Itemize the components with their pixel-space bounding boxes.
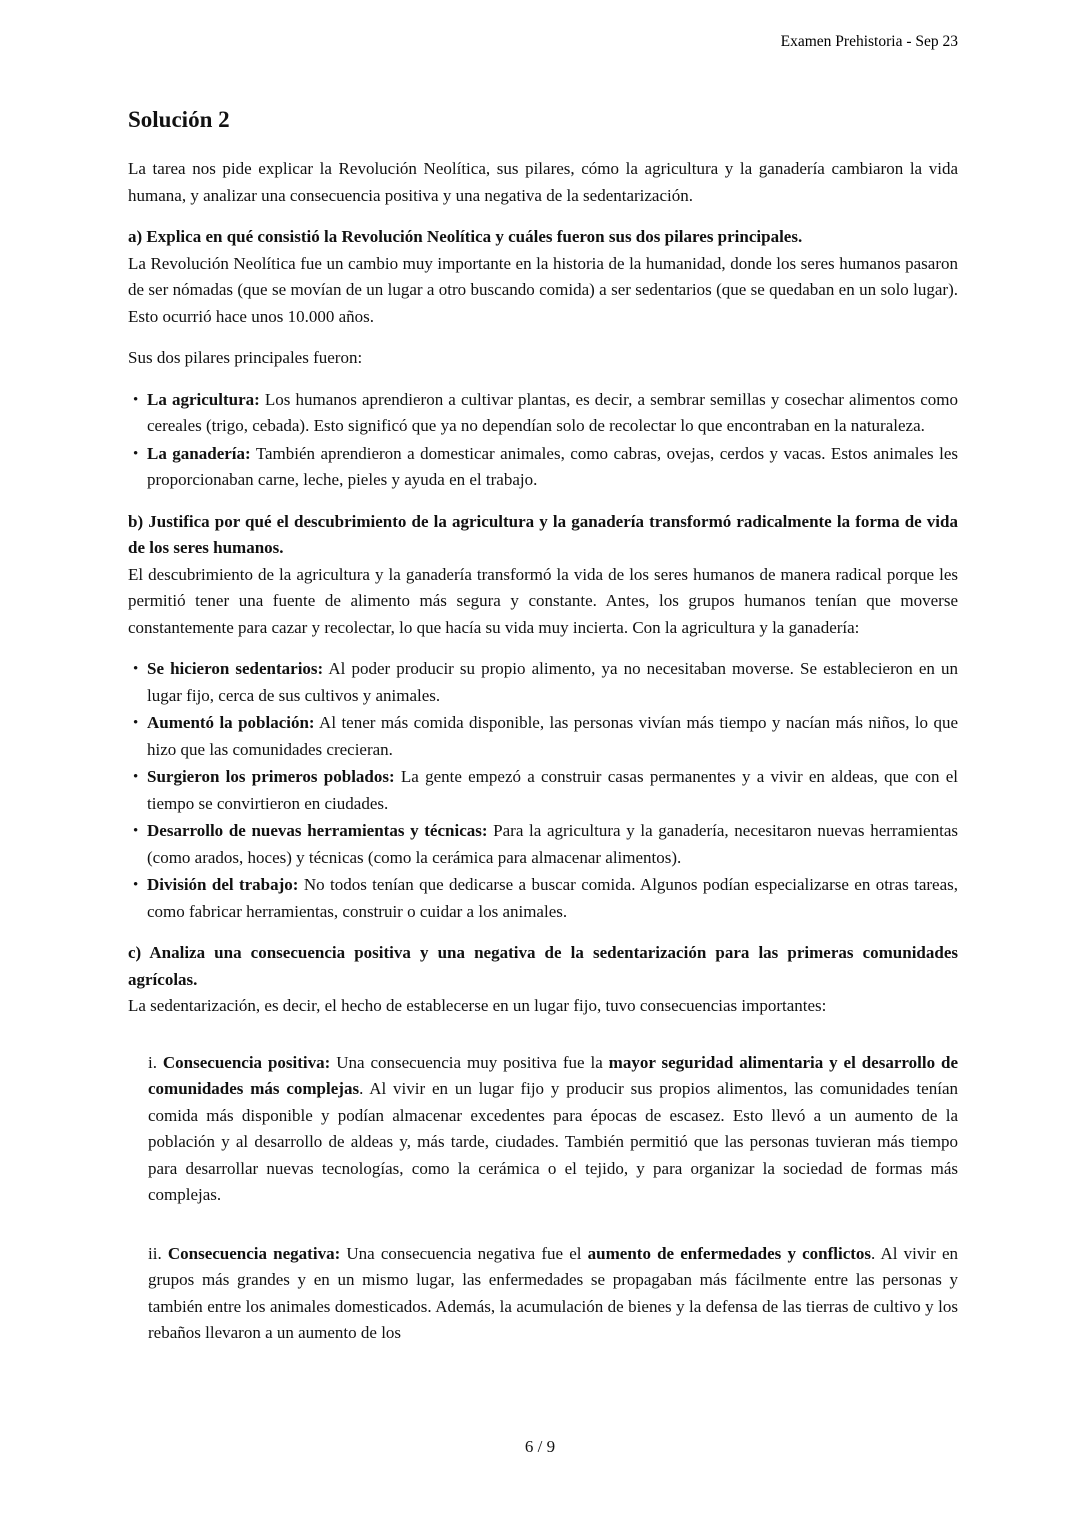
bullet-text: Al poder producir su propio alimento, ya no necesitaban moverse. Se establecieron en un lugar fijo, cerca de sus cultivos y animales. [147,659,958,705]
list-item-sedentarios [128,656,958,709]
bullet-text: Al tener más comida disponible, las personas vivían más tiempo y nacían más niños, lo que hizo que las comunidades crecieran. [147,713,958,759]
page-title: Solución 2 [128,107,230,132]
segment-text: . Al vivir en grupos más grandes y en un mismo lugar, las enfermedades se propagaban más fácilmente entre las personas y también entre los animales domesticados. Además, la acumulación de bienes y la defensa de las tierras de cultivo y los rebaños llevaron a un aumento de los [148,1243,958,1342]
list-item-division-trabajo [128,872,958,925]
section-a-heading: a) Explica en qué consistió la Revolución Neolítica y cuáles fueron sus dos pilares principales. [128,227,803,246]
section-b-body: El descubrimiento de la agricultura y la ganadería transformó la vida de los seres humanos de manera radical porque les permitió tener una fuente de alimento más segura y constante. Antes, los grupos humanos tenían que moverse constantemente para cazar y recolectar, lo que hacía su vida muy incierta. Con la agricultura y la ganadería: [128,564,958,637]
segment-bold: Consecuencia negativa: [161,1243,341,1263]
list-item-poblados [128,764,958,817]
segment-text: Una consecuencia negativa fue el [340,1243,588,1263]
page-number: 6 / 9 [524,1437,556,1456]
section-c-heading: c) Analiza una consecuencia positiva y una negativa de la sedentarización para las primeras comunidades agrícolas. [128,943,958,989]
bullet-lead: Surgieron los primeros poblados: [147,767,395,786]
consequences-block [148,1050,958,1347]
bullet-text: No todos tenían que dedicarse a buscar comida. Algunos podían especializarse en otras tareas, como fabricar herramientas, construir o cuidar a los animales. [147,875,958,921]
bullet-lead: La ganadería: [147,443,251,463]
segment-text: Una consecuencia muy positiva fue la [330,1052,609,1072]
roman-marker: i. [148,1052,157,1072]
roman-marker: ii. [148,1243,162,1263]
bullet-lead: División del trabajo: [147,875,299,894]
consequence-negative [148,1241,958,1347]
pillars-list [128,387,958,494]
bullet-text: La gente empezó a construir casas permanentes y a vivir en aldeas, que con el tiempo se convirtieron en ciudades. [147,767,959,813]
segment-bold: aumento de enfermedades y conflictos [587,1243,872,1263]
section-b-heading: b) Justifica por qué el descubrimiento de la agricultura y la ganadería transformó radicalmente la forma de vida de los seres humanos. [128,511,958,557]
pillars-intro: Sus dos pilares principales fueron: [128,348,363,367]
running-header [128,33,958,51]
bullet-lead: La agricultura: [147,389,260,409]
bullet-lead: Aumentó la población: [147,713,315,732]
transformation-list [128,656,958,925]
list-item-agricultura [128,387,958,440]
running-header-text: Examen Prehistoria - Sep 23 [780,33,958,50]
section-c-body: La sedentarización, es decir, el hecho de establecerse en un lugar fijo, tuvo consecuencias importantes: [128,996,827,1015]
bullet-text: También aprendieron a domesticar animales, como cabras, ovejas, cerdos y vacas. Estos animales les proporcionaban carne, leche, pieles y ayuda en el trabajo. [147,443,958,489]
list-item-poblacion [128,710,958,763]
bullet-lead: Desarrollo de nuevas herramientas y técnicas: [147,821,488,840]
bullet-lead: Se hicieron sedentarios: [147,659,324,678]
consequence-positive [148,1050,958,1209]
bullet-text: Para la agricultura y la ganadería, necesitaron nuevas herramientas (como arados, hoces) y técnicas (como la cerámica para almacenar alimentos). [147,821,958,867]
segment-bold: mayor seguridad alimentaria y el desarrollo de comunidades más complejas [148,1052,958,1098]
intro-paragraph: La tarea nos pide explicar la Revolución Neolítica, sus pilares, cómo la agricultura y la ganadería cambiaron la vida humana, y analizar una consecuencia positiva y una negativa de la sedentarización. [128,159,958,205]
segment-text: . Al vivir en un lugar fijo y producir sus propios alimentos, las comunidades tenían comida más disponible y podían almacenar excedentes para épocas de escasez. Esto llevó a un aumento de la población y al desarrollo de aldeas y, más tarde, ciudades. También permitió que las personas tuvieran más tiempo para desarrollar nuevas tecnologías, como la cerámica o el tejido, y para organizar la sociedad de formas más complejas. [148,1079,958,1204]
segment-bold: Consecuencia positiva: [156,1052,331,1072]
list-item-ganaderia [128,441,958,494]
list-item-herramientas [128,818,958,871]
section-a-body: La Revolución Neolítica fue un cambio muy importante en la historia de la humanidad, donde los seres humanos pasaron de ser nómadas (que se movían de un lugar a otro buscando comida) a ser sedentarios (que se quedaban en un solo lugar). Esto ocurrió hace unos 10.000 años. [128,253,958,326]
bullet-text: Los humanos aprendieron a cultivar plantas, es decir, a sembrar semillas y cosechar alimentos como cereales (trigo, cebada). Esto significó que ya no dependían solo de recolectar lo que encontraban en la naturaleza. [147,389,959,435]
